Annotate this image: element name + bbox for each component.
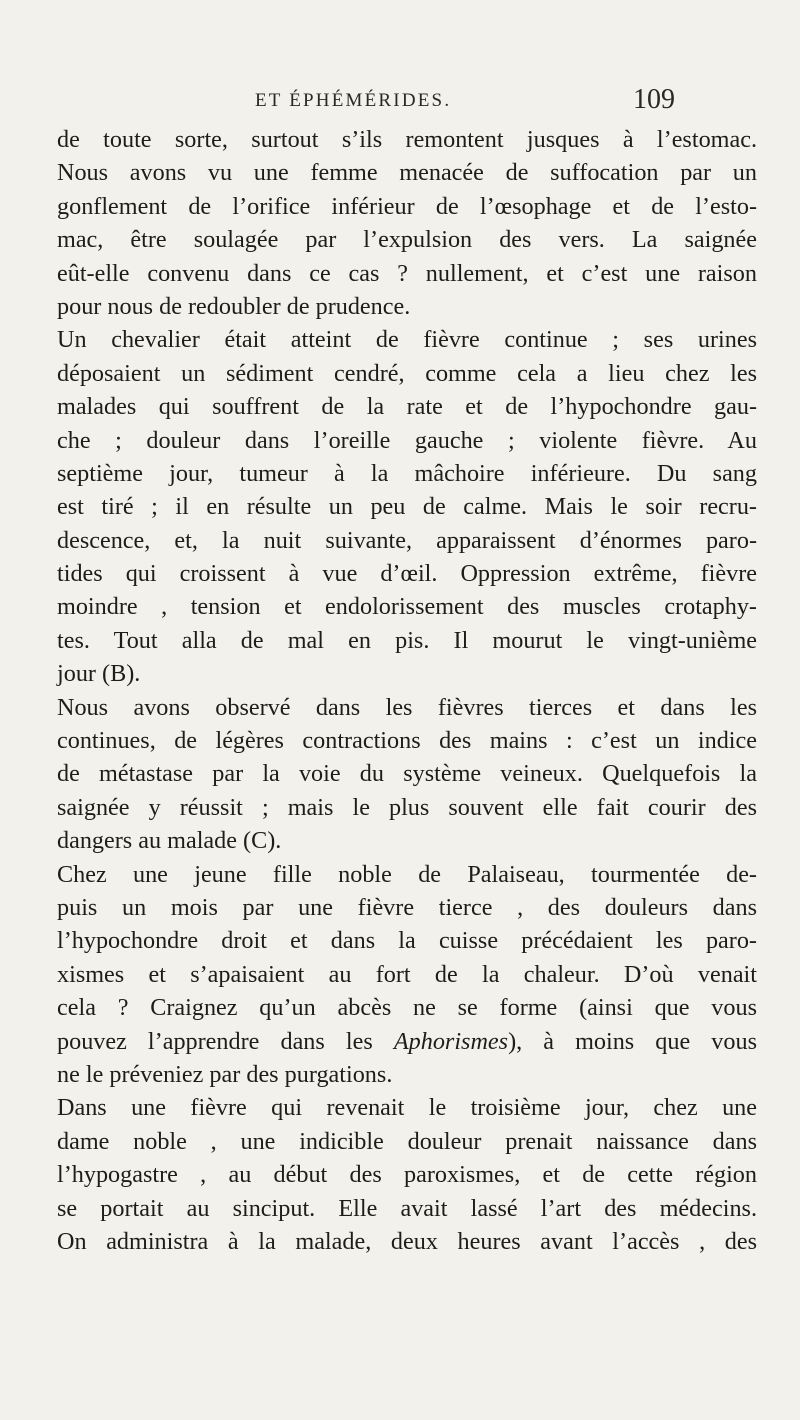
text-line: On administra à la malade, deux heures avant l’accès , des — [57, 1227, 757, 1255]
text-line: de toute sorte, surtout s’ils remontent jusques à l’estomac. — [57, 126, 757, 153]
text-line: pour nous de redoubler de prudence. — [57, 292, 411, 320]
text-line: cela ? Craignez qu’un abcès ne se forme (ainsi que vous — [57, 994, 757, 1022]
text-line: malades qui souffrent de la rate et de l’hypochondre gau- — [57, 393, 757, 421]
text-line: Un chevalier était atteint de fièvre continue ; ses urines — [57, 326, 757, 354]
text-line: saignée y réussit ; mais le plus souvent elle fait courir des — [57, 793, 757, 821]
text-line: septième jour, tumeur à la mâchoire inférieure. Du sang — [57, 459, 757, 487]
text-line: jour (B). — [57, 660, 141, 688]
text-segment: ), à moins que vous — [508, 1027, 757, 1055]
text-line: dangers au malade (C). — [57, 827, 282, 855]
text-line: puis un mois par une fièvre tierce , des douleurs dans — [57, 893, 757, 921]
text-line: tes. Tout alla de mal en pis. Il mourut le vingt-unième — [57, 626, 757, 654]
text-line: déposaient un sédiment cendré, comme cela a lieu chez les — [57, 359, 757, 387]
text-line: mac, être soulagée par l’expulsion des vers. La saignée — [57, 226, 757, 254]
text-line: l’hypochondre droit et dans la cuisse précédaient les paro- — [57, 927, 757, 955]
text-line: de métastase par la voie du système veineux. Quelquefois la — [57, 760, 757, 788]
text-line: est tiré ; il en résulte un peu de calme. Mais le soir recru- — [57, 493, 757, 521]
text-line: gonflement de l’orifice inférieur de l’œsophage et de l’esto- — [57, 192, 757, 220]
italic-title: Aphorismes — [393, 1027, 509, 1055]
text-line: se portait au sinciput. Elle avait lassé l’art des médecins. — [57, 1194, 757, 1222]
page-number: 109 — [633, 84, 675, 115]
body-text — [57, 123, 757, 1258]
text-line-mixed — [57, 1025, 757, 1058]
text-line: moindre , tension et endolorissement des muscles crotaphy- — [57, 593, 757, 621]
running-title: ET ÉPHÉMÉRIDES. — [255, 90, 452, 111]
text-line: continues, de légères contractions des mains : c’est un indice — [57, 727, 757, 755]
text-line: eût-elle convenu dans ce cas ? nullement, et c’est une raison — [57, 259, 757, 287]
text-line: l’hypogastre , au début des paroxismes, et de cette région — [57, 1161, 757, 1189]
text-line: Dans une fièvre qui revenait le troisième jour, chez une — [57, 1094, 757, 1122]
text-line: tides qui croissent à vue d’œil. Oppression extrême, fièvre — [57, 560, 757, 588]
text-line: che ; douleur dans l’oreille gauche ; violente fièvre. Au — [57, 426, 757, 454]
running-head — [255, 84, 675, 118]
text-line: descence, et, la nuit suivante, apparaissent d’énormes paro- — [57, 526, 757, 554]
text-line: Nous avons observé dans les fièvres tierces et dans les — [57, 693, 757, 721]
text-line: xismes et s’apaisaient au fort de la chaleur. D’où venait — [57, 960, 757, 988]
text-line: Nous avons vu une femme menacée de suffocation par un — [57, 159, 757, 187]
text-line: ne le préveniez par des purgations. — [57, 1060, 393, 1088]
text-segment: pouvez l’apprendre dans les — [57, 1027, 373, 1055]
text-line: Chez une jeune fille noble de Palaiseau, tourmentée de- — [57, 860, 757, 888]
text-line: dame noble , une indicible douleur prenait naissance dans — [57, 1127, 757, 1155]
